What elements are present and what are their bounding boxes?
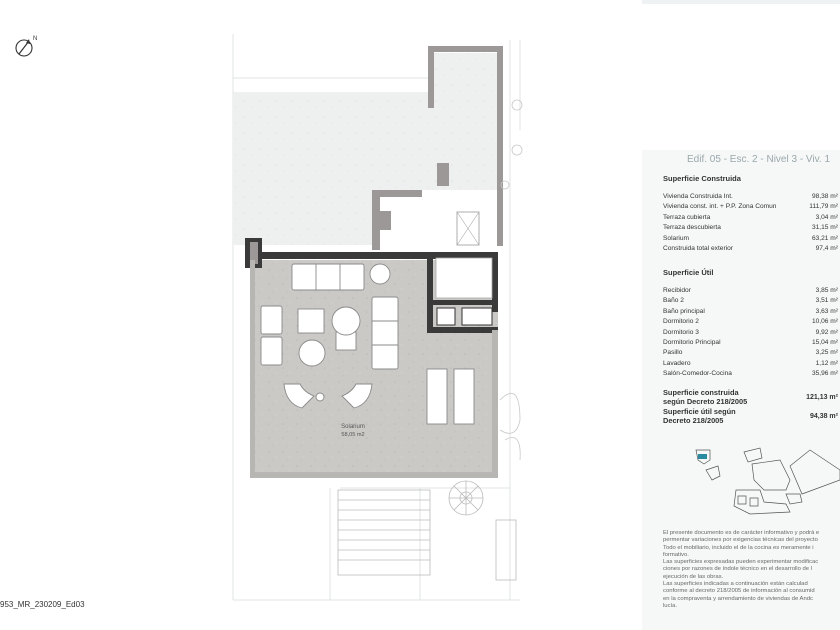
row-label: Recibidor [663, 287, 691, 294]
row-label: Dormitorio 3 [663, 328, 699, 336]
row-value: 63,21 m² [811, 234, 838, 242]
list-item [663, 359, 838, 369]
list-item [663, 338, 838, 348]
row-label: Construida total exterior [663, 244, 734, 252]
list-item [663, 317, 838, 327]
total-label-line-1: Superficie útil según [663, 407, 736, 416]
document-code: 953_MR_230209_Ed03 [0, 600, 85, 609]
row-value: 35,96 m² [811, 370, 838, 378]
list-item [663, 244, 838, 254]
useful-heading: Superficie Útil [663, 268, 714, 277]
row-label: Terraza descubierta [663, 224, 721, 232]
list-item [663, 192, 838, 202]
disclaimer-line: en la compraventa y arrendamiento de viviendas de Andc [663, 595, 813, 602]
row-value: 9,92 m² [815, 328, 838, 336]
disclaimer [663, 530, 839, 610]
row-label: Dormitorio 2 [663, 318, 699, 326]
list-item [663, 286, 838, 296]
constructed-heading: Superficie Construida [663, 174, 741, 183]
total-label-line-1: Superficie construida [663, 388, 739, 397]
row-value: 1,12 m² [815, 359, 838, 367]
row-value: 3,51 m² [815, 297, 838, 305]
total-constructed [663, 388, 838, 406]
row-value: 31,15 m² [811, 224, 838, 232]
top-strip [642, 0, 840, 4]
constructed-list [663, 192, 838, 254]
row-label: Vivienda Construida Int. [663, 193, 733, 200]
list-item [663, 202, 838, 212]
surface-info-panel [642, 150, 840, 630]
row-label: Baño principal [663, 307, 705, 315]
row-value: 3,63 m² [815, 307, 838, 315]
row-label: Terraza cubierta [663, 213, 711, 221]
list-item [663, 234, 838, 244]
row-label: Salón-Comedor-Cocina [663, 370, 732, 378]
useful-list [663, 286, 838, 380]
row-label: Vivienda const. int. + P.P. Zona Comun [663, 203, 777, 211]
row-label: Baño 2 [663, 297, 684, 305]
list-item [663, 348, 838, 358]
disclaimer-line: permentar variaciones por exigencias técnicas del proyecto [663, 537, 818, 544]
list-item [663, 213, 838, 223]
row-value: 98,38 m² [811, 193, 838, 200]
disclaimer-line: Todo el mobiliario, incluido el de la cocina es meramente i [663, 544, 814, 551]
disclaimer-line: ejecución de las obras. [663, 573, 724, 580]
row-label: Pasillo [663, 349, 683, 357]
total-label-line-2: según Decreto 218/2005 [663, 397, 748, 406]
room-label: Solarium [341, 424, 365, 430]
total-value: 121,13 m² [806, 394, 838, 401]
row-label: Solarium [663, 234, 690, 242]
exterior-stairs [338, 481, 516, 580]
disclaimer-line: lucía. [663, 602, 678, 609]
unit-title: Edif. 05 - Esc. 2 - Nivel 3 - Viv. 1 [687, 154, 831, 165]
row-value: 10,06 m² [811, 318, 838, 326]
disclaimer-line: Las superficies indicadas a continuación están calculad [663, 581, 808, 588]
list-item [663, 296, 838, 306]
list-item [663, 328, 838, 338]
list-item [663, 307, 838, 317]
row-label: Dormitorio Principal [663, 338, 721, 346]
disclaimer-line: conforme al decreto 218/2005 de información al consumid [663, 588, 815, 595]
disclaimer-line: El presente documento es de carácter informativo y podrá e [663, 530, 820, 536]
row-value: 3,85 m² [815, 287, 838, 294]
disclaimer-line: ciones por razones de índole técnico en el desarrollo de l [663, 566, 812, 573]
compass-north-label: N [33, 36, 38, 42]
total-label-line-2: Decreto 218/2005 [663, 416, 724, 425]
row-value: 3,04 m² [815, 213, 838, 221]
row-value: 111,79 m² [809, 203, 838, 211]
row-value: 3,25 m² [815, 349, 838, 357]
list-item [663, 369, 838, 379]
total-value: 94,38 m² [809, 413, 838, 420]
list-item [663, 223, 838, 233]
disclaimer-line: Las superficies expresadas pueden experimentar modificac [663, 559, 819, 566]
room-area: 58,05 m2 [341, 432, 365, 438]
disclaimer-line: formativo. [663, 551, 689, 558]
key-plan [690, 420, 840, 520]
row-label: Lavadero [663, 359, 691, 367]
row-value: 15,04 m² [811, 338, 838, 346]
row-value: 97,4 m² [815, 244, 838, 252]
